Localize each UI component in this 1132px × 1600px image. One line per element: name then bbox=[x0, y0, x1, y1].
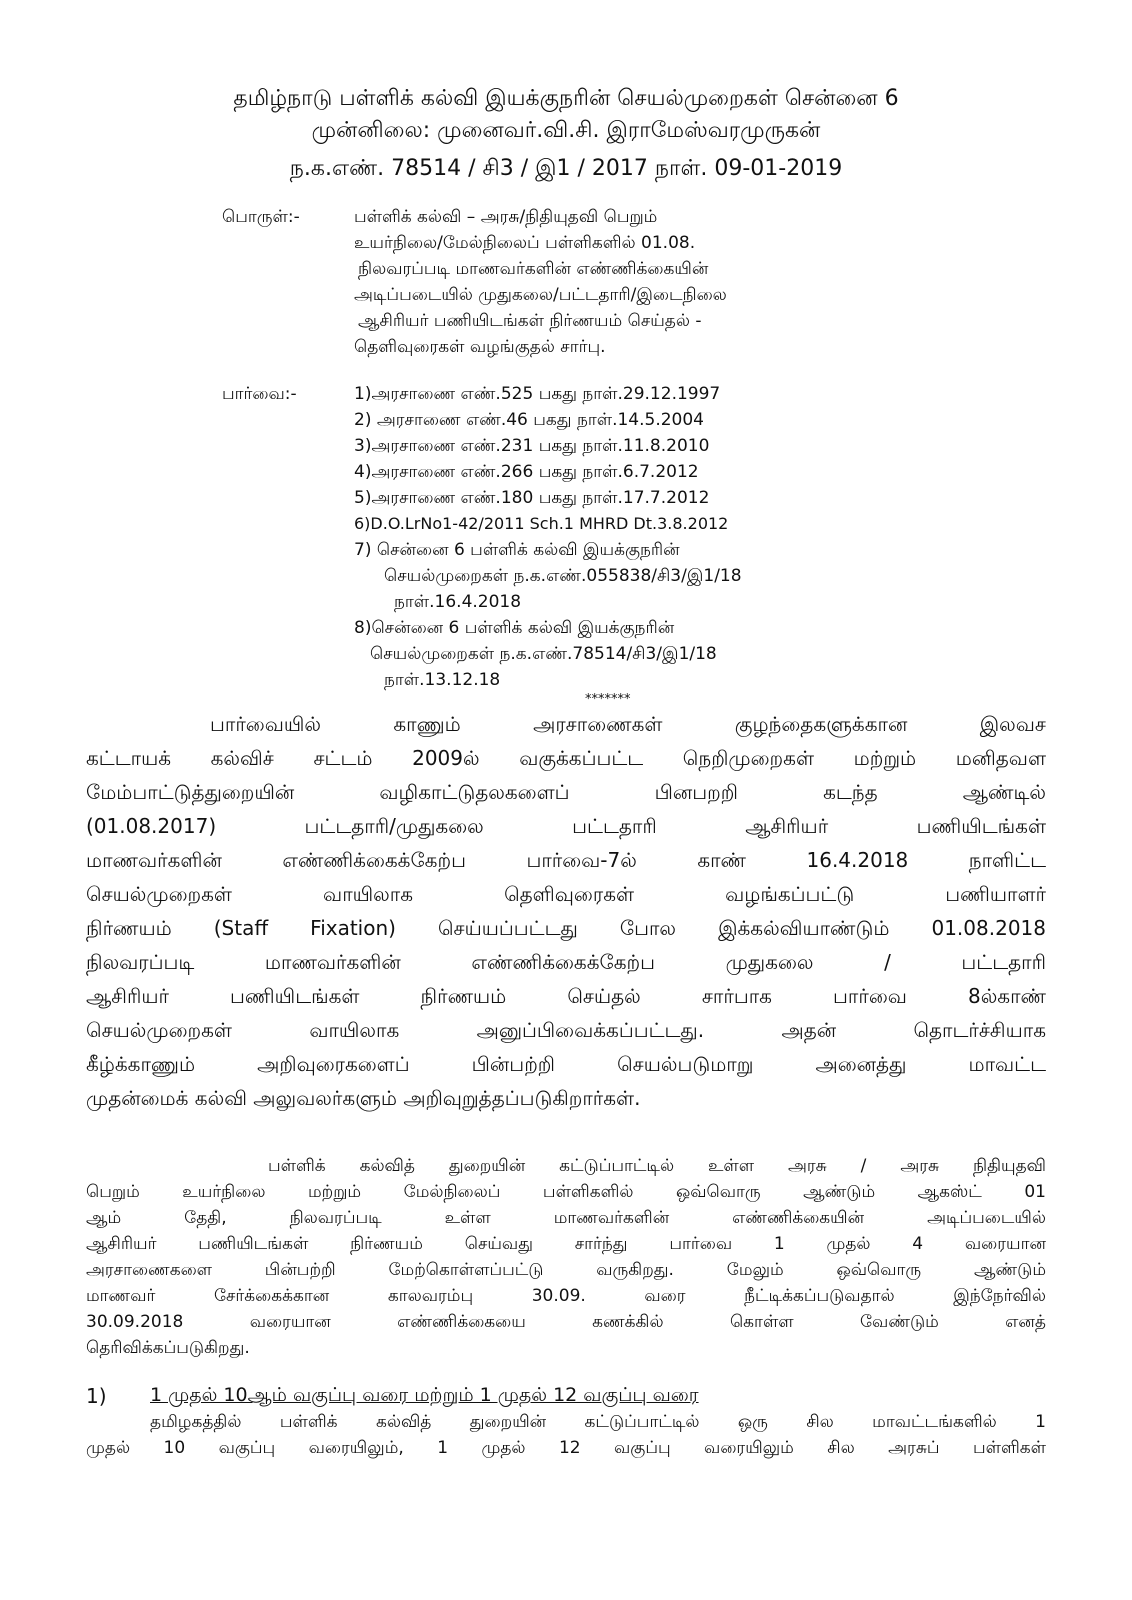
body-line: மேம்பாட்டுத்துறையின் வழிகாட்டுதலகளைப் பினபறறி கடந்த ஆண்டில் bbox=[86, 780, 1046, 804]
body-line: ஆம் தேதி, நிலவரப்படி உள்ள மாணவர்களின் எண்ணிக்கையின் அடிப்படையில் bbox=[86, 1208, 1046, 1228]
body-line: செயல்முறைகள் வாயிலாக அனுப்பிவைக்கப்பட்டது. அதன் தொடர்ச்சியாக bbox=[86, 1018, 1046, 1042]
subject-label: பொருள்:- bbox=[222, 207, 300, 227]
body-line: 30.09.2018 வரையான எண்ணிக்கையை கணக்கில் கொள்ள வேண்டும் எனத் bbox=[86, 1312, 1046, 1332]
reference-item: செயல்முறைகள் ந.க.எண்.78514/சி3/இ1/18 bbox=[370, 644, 717, 664]
body-line: முதன்மைக் கல்வி அலுவலர்களும் அறிவுறுத்தப்படுகிறார்கள். bbox=[86, 1086, 641, 1110]
reference-number-date: ந.க.எண். 78514 / சி3 / இ1 / 2017 நாள். 09-01-2019 bbox=[289, 156, 843, 181]
body-line: மாணவர் சேர்க்கைக்கான காலவரம்பு 30.09. வரை நீட்டிக்கப்படுவதால் இந்நேர்வில் bbox=[86, 1286, 1046, 1306]
subject-line: பள்ளிக் கல்வி – அரசு/நிதியுதவி பெறும் bbox=[354, 207, 658, 227]
section-number: 1) bbox=[86, 1384, 107, 1408]
reference-item: 3)அரசாணை எண்.231 பகது நாள்.11.8.2010 bbox=[354, 436, 710, 456]
body-line: நிர்ணயம் (Staff Fixation) செய்யப்பட்டது போல இக்கல்வியாண்டும் 01.08.2018 bbox=[86, 916, 1046, 940]
body-line: பார்வையில் காணும் அரசாணைகள் குழந்தைகளுக்கான இலவச bbox=[210, 712, 1046, 736]
subject-line: உயர்நிலை/மேல்நிலைப் பள்ளிகளில் 01.08. bbox=[354, 233, 696, 253]
reference-item: 8)சென்னை 6 பள்ளிக் கல்வி இயக்குநரின் bbox=[354, 618, 675, 638]
reference-item: நாள்.13.12.18 bbox=[384, 670, 501, 690]
body-line: தெரிவிக்கப்படுகிறது. bbox=[86, 1338, 250, 1358]
reference-item: 5)அரசாணை எண்.180 பகது நாள்.17.7.2012 bbox=[354, 488, 710, 508]
reference-item: 2) அரசாணை எண்.46 பகது நாள்.14.5.2004 bbox=[354, 410, 705, 430]
section-line: தமிழகத்தில் பள்ளிக் கல்வித் துறையின் கட்டுப்பாட்டில் ஒரு சில மாவட்டங்களில் 1 bbox=[150, 1412, 1046, 1432]
reference-item: நாள்.16.4.2018 bbox=[394, 592, 522, 612]
reference-item: 4)அரசாணை எண்.266 பகது நாள்.6.7.2012 bbox=[354, 462, 699, 482]
body-line: கீழ்க்காணும் அறிவுரைகளைப் பின்பற்றி செயல்படுமாறு அனைத்து மாவட்ட bbox=[86, 1052, 1046, 1076]
section-heading: 1 முதல் 10ஆம் வகுப்பு வரை மற்றும் 1 முதல் 12 வகுப்பு வரை bbox=[150, 1384, 699, 1406]
section-line: முதல் 10 வகுப்பு வரையிலும், 1 முதல் 12 வகுப்பு வரையிலும் சில அரசுப் பள்ளிகள் bbox=[86, 1438, 1046, 1458]
body-line: கட்டாயக் கல்விச் சட்டம் 2009ல் வகுக்கப்பட்ட நெறிமுறைகள் மற்றும் மனிதவள bbox=[86, 746, 1046, 770]
reference-item: 1)அரசாணை எண்.525 பகது நாள்.29.12.1997 bbox=[354, 384, 721, 404]
presided-by: முன்னிலை: முனைவர்.வி.சி. இராமேஸ்வரமுருகன் bbox=[311, 118, 821, 143]
body-line: மாணவர்களின் எண்ணிக்கைக்கேற்ப பார்வை-7ல் காண் 16.4.2018 நாளிட்ட bbox=[86, 848, 1046, 872]
body-line: அரசாணைகளை பின்பற்றி மேற்கொள்ளப்பட்டு வருகிறது. மேலும் ஒவ்வொரு ஆண்டும் bbox=[86, 1260, 1046, 1280]
reference-item: செயல்முறைகள் ந.க.எண்.055838/சி3/இ1/18 bbox=[384, 566, 742, 586]
reference-item: 7) சென்னை 6 பள்ளிக் கல்வி இயக்குநரின் bbox=[354, 540, 680, 560]
body-line: செயல்முறைகள் வாயிலாக தெளிவுரைகள் வழங்கப்பட்டு பணியாளர் bbox=[86, 882, 1046, 906]
body-line: ஆசிரியர் பணியிடங்கள் நிர்ணயம் செய்வது சார்ந்து பார்வை 1 முதல் 4 வரையான bbox=[86, 1234, 1046, 1254]
body-line: பள்ளிக் கல்வித் துறையின் கட்டுப்பாட்டில் உள்ள அரசு / அரசு நிதியுதவி bbox=[268, 1156, 1046, 1176]
reference-item: 6)D.O.LrNo1-42/2011 Sch.1 MHRD Dt.3.8.2012 bbox=[354, 514, 729, 533]
body-line: (01.08.2017) பட்டதாரி/முதுகலை பட்டதாரி ஆசிரியர் பணியிடங்கள் bbox=[86, 814, 1046, 838]
subject-line: அடிப்படையில் முதுகலை/பட்டதாரி/இடைநிலை bbox=[354, 285, 727, 305]
references-label: பார்வை:- bbox=[222, 384, 297, 404]
body-line: ஆசிரியர் பணியிடங்கள் நிர்ணயம் செய்தல் சார்பாக பார்வை 8ல்காண் bbox=[86, 984, 1046, 1008]
body-line: பெறும் உயர்நிலை மற்றும் மேல்நிலைப் பள்ளிகளில் ஒவ்வொரு ஆண்டும் ஆகஸ்ட் 01 bbox=[86, 1182, 1046, 1202]
office-title: தமிழ்நாடு பள்ளிக் கல்வி இயக்குநரின் செயல்முறைகள் சென்னை 6 bbox=[233, 86, 899, 111]
subject-line: நிலவரப்படி மாணவர்களின் எண்ணிக்கையின் bbox=[358, 259, 709, 279]
subject-line: தெளிவுரைகள் வழங்குதல் சார்பு. bbox=[354, 337, 606, 357]
separator: ******* bbox=[585, 692, 631, 707]
body-line: நிலவரப்படி மாணவர்களின் எண்ணிக்கைக்கேற்ப முதுகலை / பட்டதாரி bbox=[86, 950, 1046, 974]
subject-line: ஆசிரியர் பணியிடங்கள் நிர்ணயம் செய்தல் - bbox=[358, 311, 702, 331]
